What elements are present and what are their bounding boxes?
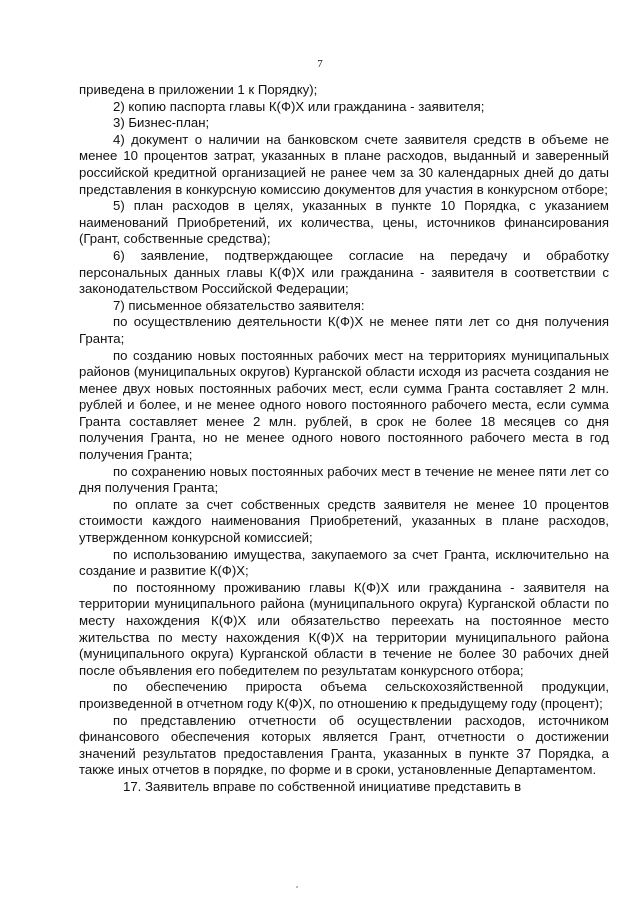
list-item-6: 6) заявление, подтверждающее согласие на передачу и обработку персональных данных главы К(Ф)Х или гражданина - заявителя в соответствии с законодательством Российской Федерации; xyxy=(79,247,609,297)
obligation-production-growth: по обеспечению прироста объема сельскохозяйственной продукции, произведенной в отчетном году К(Ф)Х, по отношению к предыдущему году (процент); xyxy=(79,679,609,711)
obligation-own-funds: по оплате за счет собственных средств заявителя не менее 10 процентов стоимости каждого наименования Приобретений, указанных в плане расходов, утвержденном конкурсной комиссией; xyxy=(79,496,609,546)
obligation-jobs-creation: по созданию новых постоянных рабочих мест на территориях муниципальных районов (муниципальных округов) Курганской области исходя из расчета создания не менее двух новых постоянных рабочих мест, если сумма Гранта составляет 2 млн. рублей и более, и не менее одного нового постоянного рабочего места, если сумма Гранта составляет менее 2 млн. рублей, в срок не более 18 месяцев со дня получения Гранта, но не менее одного нового постоянного рабочего места в год получения Гранта; xyxy=(79,347,609,463)
list-item-3: 3) Бизнес-план; xyxy=(113,115,210,131)
obligation-activity: по осуществлению деятельности К(Ф)Х не менее пяти лет со дня получения Гранта; xyxy=(79,314,609,346)
list-item-5: 5) план расходов в целях, указанных в пункте 10 Порядка, с указанием наименований Приобретений, их количества, цены, источников финансирования (Грант, собственные средства); xyxy=(79,198,609,247)
list-item-2: 2) копию паспорта главы К(Ф)Х или гражданина - заявителя; xyxy=(113,98,485,114)
obligation-reporting: по представлению отчетности об осуществлении расходов, источником финансового обеспечения которых является Грант, отчетности о достижении значений результатов предоставления Гранта, указанных в пункте 37 Порядка, а также иных отчетов в порядке, по форме и в сроки, установленные Департаментом. xyxy=(79,712,609,778)
obligation-jobs-retention: по сохранению новых постоянных рабочих мест в течение не менее пяти лет со дня получения Гранта; xyxy=(79,463,609,496)
obligation-residence: по постоянному проживанию главы К(Ф)Х или гражданина - заявителя на территории муниципального района (муниципального округа) Курганской области по месту нахождения К(Ф)Х или обязательство переехать на постоянное место жительства по месту нахождения К(Ф)Х на территории муниципального района (муниципального округа) Курганской области в течение не более 30 рабочих дней после объявления его победителем по результатам конкурсного отбора; xyxy=(79,579,609,678)
document-body xyxy=(79,82,609,796)
list-item-4: 4) документ о наличии на банковском счете заявителя средств в объеме не менее 10 процентов затрат, указанных в плане расходов, выданный и заверенный российской кредитной организацией не ранее чем за 30 календарных дней до даты представления в конкурсную комиссию документов для участия в конкурсном отборе; xyxy=(79,131,609,197)
page-number: 7 xyxy=(317,58,323,70)
section-17: 17. Заявитель вправе по собственной инициативе представить в xyxy=(123,778,522,794)
scan-speck xyxy=(296,886,298,888)
paragraph-continuation: приведена в приложении 1 к Порядку); xyxy=(79,82,318,97)
obligation-property-use: по использованию имущества, закупаемого за счет Гранта, исключительно на создание и развитие К(Ф)Х; xyxy=(79,546,609,579)
list-item-7: 7) письменное обязательство заявителя: xyxy=(113,297,365,313)
